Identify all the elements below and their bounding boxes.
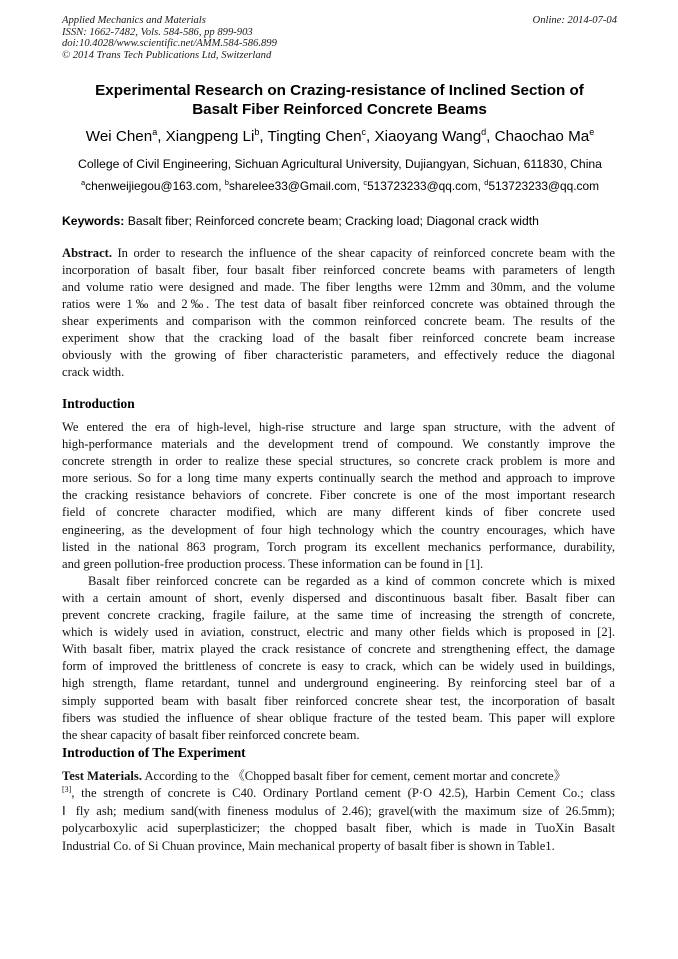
author-affil-mark: c [361, 127, 367, 137]
intro-line: engineering, as the development of four high technology which the country encourages, which have [62, 522, 615, 537]
experiment-line: polycarboxylic acid superplasticizer; the chopped basalt fiber, which is made in TuoXin Basalt [62, 821, 615, 836]
introduction-heading: Introduction [62, 396, 135, 411]
affiliation: College of Civil Engineering, Sichuan Agricultural University, Dujiangyan, Sichuan, 611830, China [78, 157, 602, 171]
abstract-line: obviously with the growing of fiber characteristic parameters, and effectively reduce the diagonal [62, 348, 615, 363]
intro-line: form of improved the brittleness of concrete is easy to crack, which can be widely used in buildings, [62, 659, 615, 674]
keywords-label: Keywords: [62, 214, 125, 228]
email-list [40, 179, 640, 194]
experiment-body [62, 768, 615, 855]
abstract-line: Abstract. In order to research the influence of the shear capacity of reinforced concrete beam with the [62, 246, 615, 260]
intro-line: more serious. So for a long time many experts continually search the method and approach to improve [62, 471, 615, 486]
copyright-line: © 2014 Trans Tech Publications Ltd, Switzerland [62, 49, 272, 61]
keywords [62, 214, 622, 229]
intro-line: concrete strength in order to realize these special structures, so concrete crack problem is more and [62, 454, 615, 469]
author: Wei Chen$^a$, [85, 127, 166, 145]
online-date: Online: 2014-07-04 [532, 15, 617, 26]
author-affil-mark: e [589, 127, 595, 137]
email[interactable]: $^b$sharelee33@Gmail.com, [224, 178, 364, 193]
author: Chaochao Ma$^e$ [494, 127, 595, 145]
author-affil-mark: d [481, 127, 487, 137]
experiment-heading: Introduction of The Experiment [62, 745, 246, 760]
intro-line: fibers was studied the influence of shear oblique fracture of the tested beam. This paper will explore [62, 710, 615, 725]
abstract-line: and volume ratio were designed and made. The fiber lengths were 12mm and 30mm, and the volume [62, 280, 615, 295]
abstract-line: incorporation of basalt fiber, four basalt fiber reinforced concrete beams with parameters of length [62, 263, 615, 278]
intro-line: the cracking resistance behaviors of concrete. Fiber concrete is one of the most important research [62, 488, 615, 503]
author: Xiaoyang Wang$^d$, [374, 127, 495, 145]
abstract-line: experiment show that the cracking load of the basalt fiber reinforced concrete beam increase [62, 331, 615, 346]
abstract-line: shear experiments and comparison with the common reinforced concrete beam. The results of the [62, 314, 615, 329]
author: Xiangpeng Li$^b$, [165, 127, 268, 145]
intro-line: high strength, flame retardant, tunnel and underground engineering. By reinforcing steel bar of a [62, 676, 615, 691]
experiment-line: Industrial Co. of Si Chuan province, Main mechanical property of basalt fiber is shown in Table1. [62, 838, 555, 853]
journal-name: Applied Mechanics and Materials [62, 15, 206, 26]
paper-title [62, 81, 617, 119]
intro-line: With basalt fiber, matrix played the crack resistance of concrete and strengthening effect, the damage [62, 642, 615, 657]
intro-line: with a certain amount of short, evenly dispersed and discontinuous basalt fiber. Basalt fiber can [62, 590, 615, 605]
abstract-label: Abstract. [62, 246, 113, 260]
issn-line: ISSN: 1662-7482, Vols. 584-586, pp 899-903 [62, 26, 253, 38]
abstract [62, 245, 615, 382]
email[interactable]: $^c$513723233@qq.com, [363, 178, 485, 193]
intro-line: Basalt fiber reinforced concrete can be regarded as a kind of common concrete which is mixed [88, 573, 615, 588]
author-affil-mark: a [152, 127, 158, 137]
email[interactable]: $^a$chenweijiegou@163.com, [80, 178, 225, 193]
experiment-line: Ⅰ fly ash; medium sand(with fineness modulus of 2.46); gravel(with the maximum size of 26.5mm); [62, 803, 615, 818]
intro-line: which is widely used in aviation, construct, electric and many other fields which is proposed in [2]. [62, 625, 615, 640]
title-line-1: Experimental Research on Crazing-resistance of Inclined Section of [95, 82, 584, 99]
citation-ref[interactable]: [3] [62, 785, 72, 795]
intro-line: high-performance materials and the development trend of compound. We constantly improve the [62, 437, 615, 452]
author-affil-mark: b [254, 127, 260, 137]
author: Tingting Chen$^c$, [267, 127, 375, 145]
email[interactable]: $^d$513723233@qq.com [484, 178, 600, 193]
keywords-text: Basalt fiber; Reinforced concrete beam; Cracking load; Diagonal crack width [127, 214, 539, 228]
title-line-2: Basalt Fiber Reinforced Concrete Beams [192, 101, 487, 118]
experiment-line: Test Materials. According to the 《Chopped basalt fiber for cement, cement mortar and concrete》 [62, 769, 567, 783]
intro-line: prevent concrete cracking, fragile failure, at the same time of increasing the strength of concrete, [62, 608, 615, 623]
test-materials-label: Test Materials. [62, 769, 142, 783]
intro-line: listed in the national 863 program, Torch program its excellent mechanics performance, durability, [62, 539, 615, 554]
author-list [40, 128, 640, 146]
intro-line: and green pollution-free production process. These information can be found in [1]. [62, 556, 484, 571]
journal-header [62, 15, 617, 61]
intro-line: We entered the era of high-level, high-rise structure and large span structure, with the advent of [62, 420, 615, 434]
experiment-line: [3], the strength of concrete is C40. Ordinary Portland cement (P·O 42.5), Harbin Cement Co.; class [62, 785, 615, 801]
doi-line: doi:10.4028/www.scientific.net/AMM.584-586.899 [62, 38, 277, 50]
abstract-line: crack width. [62, 365, 125, 380]
intro-line: simply supported beam with basalt fiber reinforced concrete shear test, the incorporation of basalt [62, 693, 615, 708]
abstract-line: ratios were 1‰ and 2‰. The test data of basalt fiber reinforced concrete was obtained through the [62, 297, 615, 312]
intro-line: the shear capacity of basalt fiber reinforced concrete beam. [62, 727, 360, 742]
introduction-body [62, 419, 615, 744]
intro-line: field of concrete character modified, which are many different kinds of fiber concrete used [62, 505, 615, 520]
